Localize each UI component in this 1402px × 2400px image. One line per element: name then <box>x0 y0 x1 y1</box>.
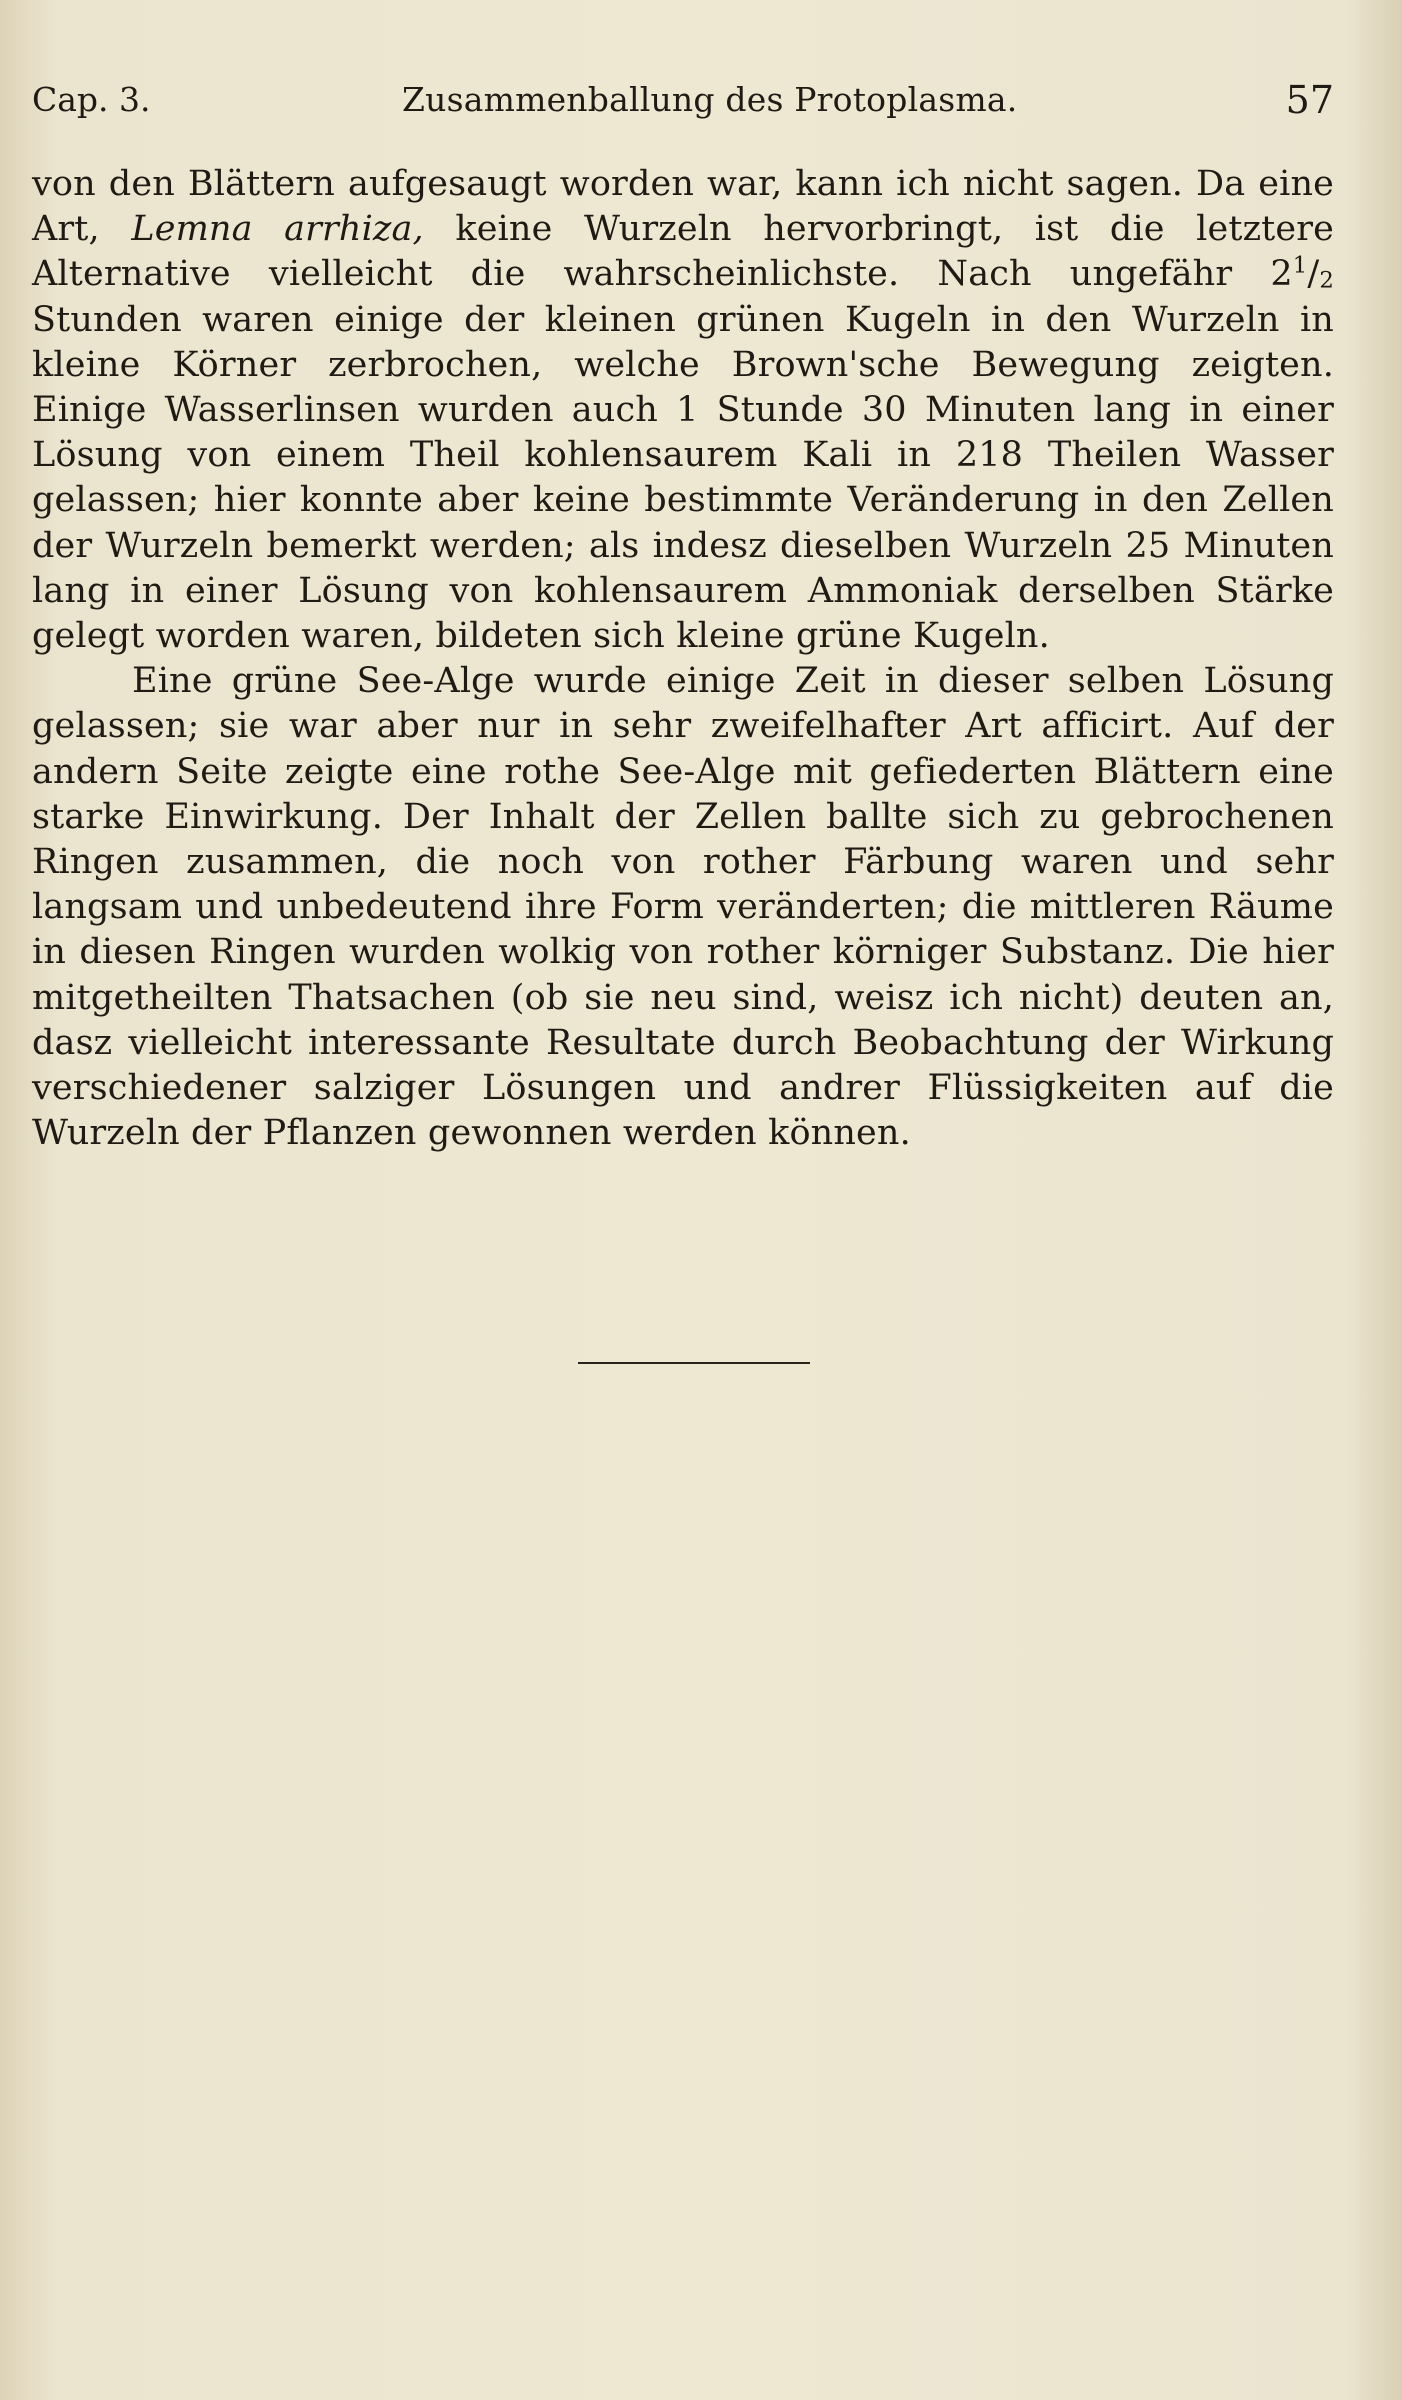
species-name: Lemna arrhiza, <box>131 209 424 250</box>
chapter-label: Cap. 3. <box>32 80 151 119</box>
paragraph-1-part-c: Stunden waren einige der kleinen grünen Kugeln in den Wurzeln in kleine Körner zerbrochen, welche Brown'sche Bewegung zeigten. Einige Wasserlinsen wurden auch 1 Stunde 30 Minuten lang in einer Lösung von einem Theil kohlensaurem Kali in 218 Theilen Wasser gelassen; hier konnte aber keine bestimmte Veränderung in den Zellen der Wurzeln bemerkt werden; als indesz dieselben Wurzeln 25 Minuten lang in einer Lösung von kohlensaurem Ammoniak derselben Stärke gelegt worden waren, bildeten sich kleine grüne Kugeln. <box>32 299 1334 657</box>
paragraph-1: von den Blättern aufgesaugt worden war, kann ich nicht sagen. Da eine Art, Lemna arrhiza, keine Wurzeln hervorbringt, ist die letztere Alternative vielleicht die wahrscheinlichste. Nach ungefähr $2^1/_2$ Stunden waren einige der kleinen grünen Kugeln in den Wurzeln in kleine Körner zerbrochen, welche Brown'sche Bewegung zeigten. Einige Wasserlinsen wurden auch 1 Stunde 30 Minuten lang in einer Lösung von einem Theil kohlensaurem Kali in 218 Theilen Wasser gelassen; hier konnte aber keine bestimmte Veränderung in den Zellen der Wurzeln bemerkt werden; als indesz dieselben Wurzeln 25 Minuten lang in einer Lösung von kohlensaurem Ammoniak derselben Stärke gelegt worden waren, bildeten sich kleine grüne Kugeln. <box>32 164 1335 657</box>
page-number: 57 <box>1285 78 1334 122</box>
body-text <box>32 162 1334 1156</box>
running-header <box>32 72 1334 128</box>
running-title: Zusammenballung des Protoplasma. <box>402 80 1018 119</box>
paragraph-1-part-a: von den Blättern aufgesaugt worden war, kann ich nicht sagen. Da eine Art, <box>32 164 1334 250</box>
fraction-numerator: 1 <box>1292 252 1308 279</box>
section-divider-rule <box>578 1362 810 1364</box>
paragraph-2: Eine grüne See-Alge wurde einige Zeit in dieser selben Lösung gelassen; sie war aber nur in sehr zweifelhafter Art afficirt. Auf der andern Seite zeigte eine rothe See-Alge mit gefiederten Blättern eine starke Einwirkung. Der Inhalt der Zellen ballte sich zu gebrochenen Ringen zusammen, die noch von rother Färbung waren und sehr langsam und unbedeutend ihre Form veränderten; die mittleren Räume in diesen Ringen wurden wolkig von rother körniger Substanz. Die hier mitgetheilten Thatsachen (ob sie neu sind, weisz ich nicht) deuten an, dasz vielleicht interessante Resultate durch Beobachtung der Wirkung verschiedener salziger Lösungen und andrer Flüssigkeiten auf die Wurzeln der Pflanzen gewonnen werden können. <box>32 661 1334 1154</box>
paragraph-1-part-b: keine Wurzeln hervorbringt, ist die letztere Alternative vielleicht die wahrscheinlichste. Nach ungefähr 2 <box>32 209 1335 295</box>
fraction-denominator: 2 <box>1319 267 1334 294</box>
